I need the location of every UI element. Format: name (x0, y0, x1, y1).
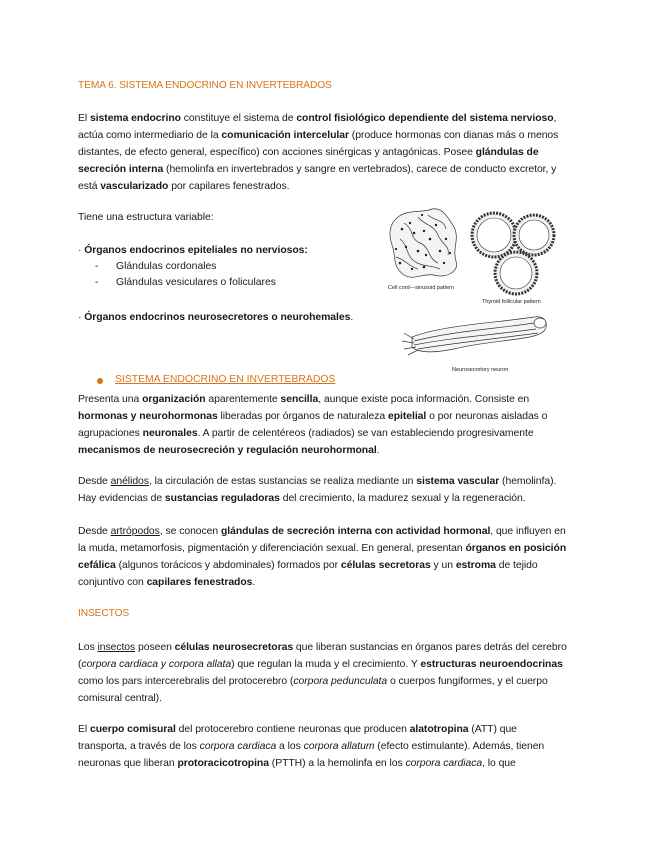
sub-item-dash: - (95, 261, 99, 272)
text-line: hormonas y neurohormonas liberadas por órganos de naturaleza epitelial o por neuronas aisladas o (78, 411, 548, 422)
intro-paragraph (78, 110, 578, 195)
text-line: transporta, a través de los corpora cardiaca a los corpora allatum (efecto estimulante). Además, tienen (78, 741, 545, 752)
sub-item-dash: - (95, 277, 99, 288)
anelidos-paragraph (78, 473, 578, 507)
neurohemal-organs-label: Órganos endocrinos neurosecretores o neurohemales (84, 312, 351, 323)
caption-neurosecretory: Neurosecretory neuron (452, 367, 509, 373)
text-line: Presenta una organización aparentemente sencilla, aunque existe poca información. Consiste en (78, 394, 530, 405)
text-line: (corpora cardiaca y corpora allata) que regulan la muda y el crecimiento. Y estructuras neuroendocrinas (78, 659, 563, 670)
cuerpo-comisural-paragraph (78, 721, 578, 772)
neurohemal-organs-line: · Órganos endocrinos neurosecretores o neurohemales. (78, 312, 354, 323)
neurosecretory-neuron-drawing (402, 317, 546, 355)
bullet-icon (97, 378, 103, 384)
text-line: conjuntivo con capilares fenestrados. (78, 577, 256, 588)
epithelial-organs-label: Órganos endocrinos epiteliales no nerviosos: (84, 245, 308, 256)
text-line: Desde anélidos, la circulación de estas sustancias se realiza mediante un sistema vascular (hemolinfa). (78, 476, 557, 487)
endocrine-patterns-illustration (384, 205, 556, 375)
text-line: El cuerpo comisural del protocerebro contiene neuronas que producen alatotropina (ATT) que (78, 724, 517, 735)
structure-line: Tiene una estructura variable: (78, 212, 214, 223)
text-line: secreción interna (hemolinfa en invertebrados y sangre en vertebrados), carece de conducto excretor, y (78, 164, 557, 175)
epithelial-organs-line: · Órganos endocrinos epiteliales no nerviosos: (78, 245, 308, 256)
text-line: mecanismos de neurosecreción y regulación neurohormonal. (78, 445, 380, 456)
text-line: actúa como intermediario de la comunicación intercelular (produce hormonas con dianas más o menos (78, 130, 559, 141)
document-title: TEMA 6. SISTEMA ENDOCRINO EN INVERTEBRADOS (78, 80, 332, 91)
text-line: El sistema endocrino constituye el sistema de control fisiológico dependiente del sistema nervioso, (78, 113, 557, 124)
text-line: distantes, de efecto general, específico) con acciones sinérgicas y antagónicas. Posee glándulas de (78, 147, 539, 158)
text-line: la muda, metamorfosis, pigmentación y diferenciación sexual. En general, presentan órganos en posición (78, 543, 567, 554)
text-line: Desde artrópodos, se conocen glándulas de secreción interna con actividad hormonal, que influyen en (78, 526, 566, 537)
text-line: como los pars intercerebralis del protocerebro (corpora pedunculata o cuerpos fungiformes, y el cuerpo (78, 676, 548, 687)
organization-paragraph (78, 391, 578, 459)
text-line: Hay evidencias de sustancias reguladoras del crecimiento, la madurez sexual y la regeneración. (78, 493, 526, 504)
caption-cell-cord: Cell cord—sinusoid pattern (388, 285, 455, 291)
insectos-heading: INSECTOS (78, 608, 130, 619)
thyroid-follicles-drawing (472, 213, 554, 294)
text-line: comisural central). (78, 693, 162, 704)
section-heading-invertebrados[interactable]: SISTEMA ENDOCRINO EN INVERTEBRADOS (115, 374, 336, 385)
insectos-paragraph (78, 639, 578, 707)
text-line: agrupaciones neuronales. A partir de celentéreos (radiados) se van estableciendo progresivamente (78, 428, 534, 439)
sub-item-cordonales: Glándulas cordonales (116, 261, 217, 272)
text-line: neuronas que liberan protoracicotropina (PTTH) a la hemolinfa en los corpora cardiaca, lo que (78, 758, 516, 769)
artropodos-paragraph (78, 523, 578, 591)
text-line: está vascularizado por capilares fenestrados. (78, 181, 290, 192)
text-line: cefálica (algunos torácicos y abdominales) formados por células secretoras y un estroma de tejido (78, 560, 538, 571)
sub-item-vesiculares: Glándulas vesiculares o foliculares (116, 277, 276, 288)
caption-thyroid: Thyroid follicular pattern (482, 299, 541, 305)
text-line: Los insectos poseen células neurosecretoras que liberan sustancias en órganos pares detrás del cerebro (78, 642, 567, 653)
